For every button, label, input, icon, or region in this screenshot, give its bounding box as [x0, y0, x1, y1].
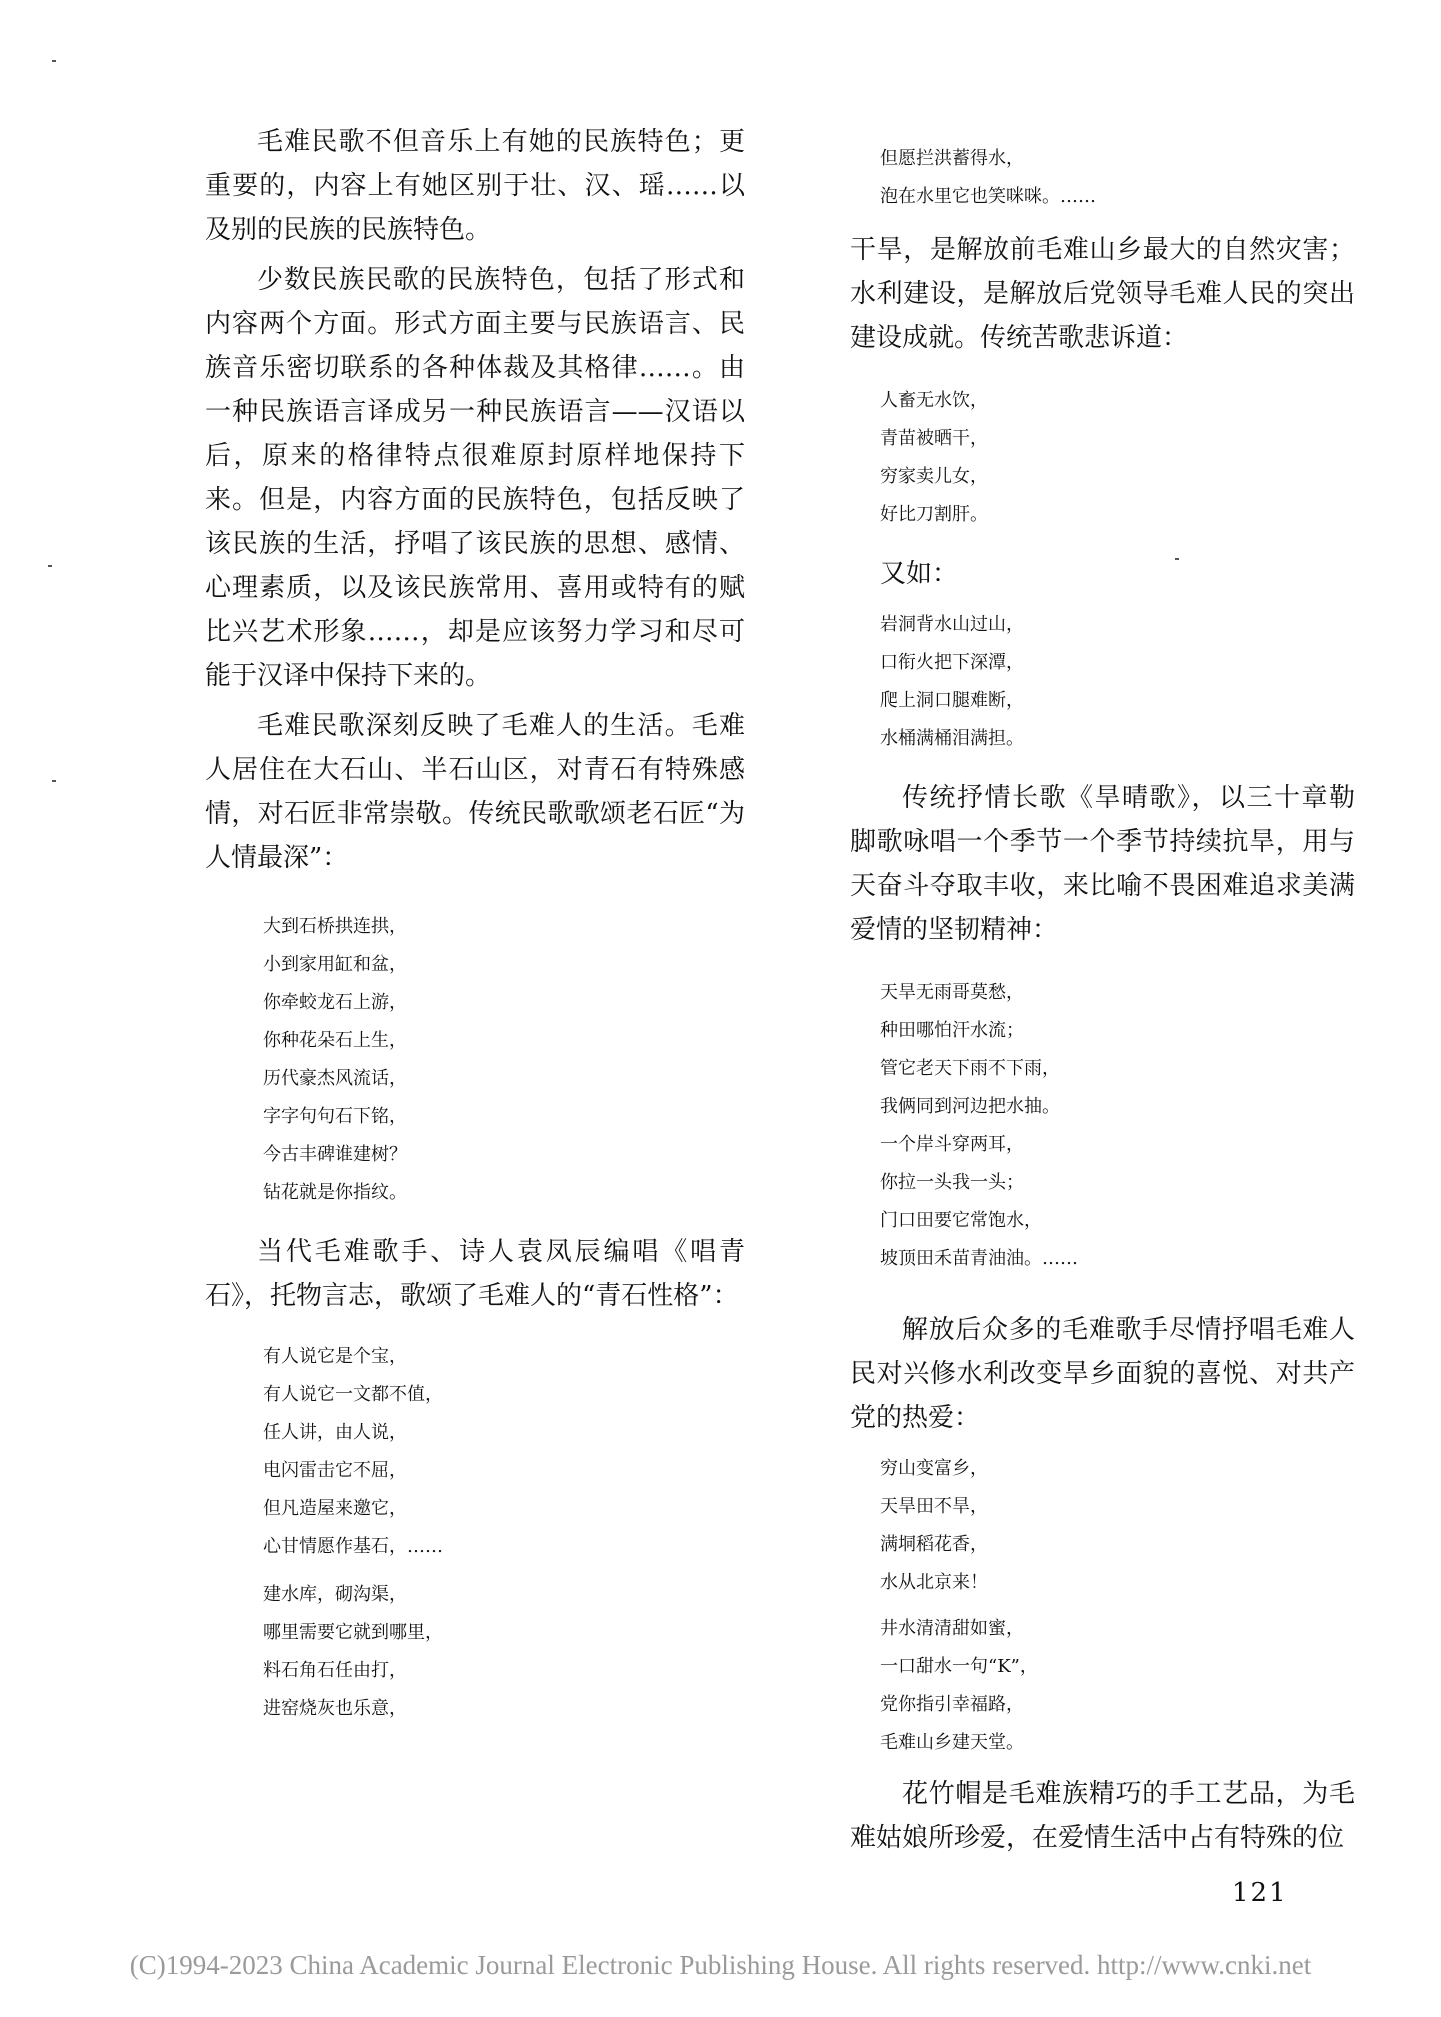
poem-line: 你拉一头我一头； — [880, 1172, 1024, 1193]
poem-line: 小到家用缸和盆， — [263, 954, 407, 975]
poem-line: 建水库，砌沟渠， — [263, 1584, 407, 1605]
poem-line: 一口甜水一句“K”， — [880, 1656, 1038, 1677]
poem-line: 历代豪杰风流话， — [263, 1068, 407, 1089]
poem-line: 人畜无水饮， — [880, 390, 988, 411]
poem-line: 穷家卖儿女， — [880, 466, 988, 487]
paragraph: 毛难民歌深刻反映了毛难人的生活。毛难人居住在大石山、半石山区，对青石有特殊感情，对石匠非常崇敬。传统民歌歌颂老石匠“为人情最深”： — [205, 711, 745, 873]
poem-line: 哪里需要它就到哪里， — [263, 1622, 443, 1643]
poem-stanza — [850, 382, 1355, 534]
scan-mark — [52, 780, 56, 782]
paragraph: 毛难民歌不但音乐上有她的民族特色；更重要的，内容上有她区别于壮、汉、瑶……以及别的民族的民族特色。 — [205, 127, 745, 245]
right-column — [850, 140, 1355, 1866]
poem-line: 好比刀割肝。 — [880, 504, 988, 525]
poem-line: 钻花就是你指纹。 — [263, 1182, 407, 1203]
left-column — [205, 120, 745, 1746]
poem-line: 天旱无雨哥莫愁， — [880, 982, 1024, 1003]
poem-line: 青苗被晒干， — [880, 428, 988, 449]
poem-line: 电闪雷击它不屈， — [263, 1460, 407, 1481]
poem-line: 口衔火把下深潭， — [880, 652, 1024, 673]
poem-line: 天旱田不旱， — [880, 1496, 988, 1517]
paragraph: 干旱，是解放前毛难山乡最大的自然灾害；水利建设，是解放后党领导毛难人民的突出建设成就。传统苦歌悲诉道： — [850, 235, 1355, 353]
poem-stanza — [850, 1450, 1355, 1602]
poem-line: 一个岸斗穿两耳， — [880, 1134, 1024, 1155]
poem-line: 有人说它是个宝， — [263, 1346, 407, 1367]
poem-stanza — [850, 606, 1355, 758]
poem-line: 毛难山乡建天堂。 — [880, 1732, 1024, 1753]
poem-stanza — [205, 908, 745, 1212]
poem-line: 泡在水里它也笑咪咪。…… — [880, 186, 1096, 207]
poem-stanza — [850, 1610, 1355, 1762]
poem-line: 料石角石任由打， — [263, 1660, 407, 1681]
poem-stanza — [205, 1338, 745, 1566]
poem-line: 今古丰碑谁建树？ — [263, 1144, 407, 1165]
poem-line: 字字句句石下铭， — [263, 1106, 407, 1127]
paragraph: 传统抒情长歌《旱晴歌》，以三十章勒脚歌咏唱一个季节一个季节持续抗旱，用与天奋斗夺取丰收，来比喻不畏困难追求美满爱情的坚韧精神： — [850, 783, 1355, 945]
poem-line: 你牵蛟龙石上游， — [263, 992, 407, 1013]
poem-line: 但凡造屋来邀它， — [263, 1498, 407, 1519]
poem-line: 爬上洞口腿难断， — [880, 690, 1024, 711]
scan-mark — [48, 565, 52, 567]
paragraph: 少数民族民歌的民族特色，包括了形式和内容两个方面。形式方面主要与民族语言、民族音乐密切联系的各种体裁及其格律……。由一种民族语言译成另一种民族语言——汉语以后，原来的格律特点很难原封原样地保持下来。但是，内容方面的民族特色，包括反映了该民族的生活，抒唱了该民族的思想、感情、心理素质，以及该民族常用、喜用或特有的赋比兴艺术形象……，却是应该努力学习和尽可能于汉译中保持下来的。 — [205, 265, 745, 691]
copyright-footer: (C)1994-2023 China Academic Journal Electronic Publishing House. All rights reserved. http://www.cnki.net — [129, 1950, 1312, 1980]
poem-stanza — [850, 140, 1355, 216]
scan-mark — [52, 60, 56, 62]
poem-line: 但愿拦洪蓄得水， — [880, 148, 1024, 169]
poem-line: 进窑烧灰也乐意， — [263, 1698, 407, 1719]
poem-line: 满垌稻花香， — [880, 1534, 988, 1555]
poem-line: 你种花朵石上生， — [263, 1030, 407, 1051]
paragraph: 当代毛难歌手、诗人袁凤辰编唱《唱青石》，托物言志，歌颂了毛难人的“青石性格”： — [205, 1237, 745, 1311]
paragraph: 解放后众多的毛难歌手尽情抒唱毛难人民对兴修水利改变旱乡面貌的喜悦、对共产党的热爱： — [850, 1315, 1355, 1433]
poem-line: 心甘情愿作基石，…… — [263, 1536, 443, 1557]
poem-stanza — [850, 974, 1355, 1278]
poem-line: 我俩同到河边把水抽。 — [880, 1096, 1060, 1117]
label-youru: 又如： — [880, 559, 959, 589]
poem-line: 水从北京来！ — [880, 1572, 988, 1593]
poem-stanza — [205, 1576, 745, 1728]
poem-line: 水桶满桶泪满担。 — [880, 728, 1024, 749]
poem-line: 党你指引幸福路， — [880, 1694, 1024, 1715]
poem-line: 种田哪怕汗水流； — [880, 1020, 1024, 1041]
poem-line: 任人讲，由人说， — [263, 1422, 407, 1443]
poem-line: 岩洞背水山过山， — [880, 614, 1024, 635]
poem-line: 有人说它一文都不值， — [263, 1384, 443, 1405]
poem-line: 坡顶田禾苗青油油。…… — [880, 1248, 1078, 1269]
page-number: 121 — [1232, 1878, 1288, 1908]
poem-line: 大到石桥拱连拱， — [263, 916, 407, 937]
poem-line: 穷山变富乡， — [880, 1458, 988, 1479]
poem-line: 井水清清甜如蜜， — [880, 1618, 1024, 1639]
poem-line: 管它老天下雨不下雨， — [880, 1058, 1060, 1079]
poem-line: 门口田要它常饱水， — [880, 1210, 1042, 1231]
paragraph: 花竹帽是毛难族精巧的手工艺品，为毛难姑娘所珍爱，在爱情生活中占有特殊的位 — [850, 1779, 1355, 1853]
